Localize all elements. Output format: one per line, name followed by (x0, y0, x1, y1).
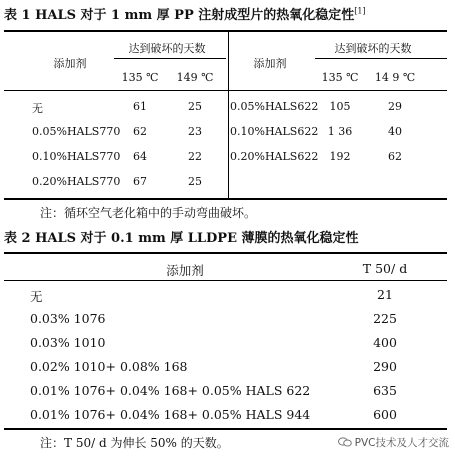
table1-left-row-4-149: 25 (188, 175, 202, 188)
table1-note: 注：循环空气老化箱中的手动弯曲破坏。 (40, 206, 257, 220)
wechat-icon (338, 437, 352, 447)
table1-bottom-rule (4, 198, 447, 200)
table2-header-days: T 50/ d (362, 261, 408, 276)
table2-row-3-days: 400 (373, 335, 397, 350)
table1-left-row-2-additive: 0.05%HALS770 (32, 125, 121, 138)
table1-left-row-4-135: 67 (133, 175, 147, 188)
table1-left-temp-135: 135 ℃ (121, 71, 159, 84)
watermark-text: PVC技术及人才交流 (354, 437, 449, 449)
table2-row-6-days: 600 (373, 407, 397, 422)
watermark (338, 435, 449, 450)
table2-row-5-additive: 0.01% 1076+ 0.04% 168+ 0.05% HALS 622 (30, 383, 311, 398)
table1-left-row-3-135: 64 (133, 150, 147, 163)
table2-row-1-additive: 无 (30, 289, 43, 304)
table1-right-row-1-149: 29 (388, 100, 402, 113)
table2-row-2-days: 225 (373, 311, 397, 326)
table1-header-rule (4, 90, 447, 91)
table1-right-subheader-rule (315, 58, 447, 59)
table1-left-row-4-additive: 0.20%HALS770 (32, 175, 121, 188)
table1-right-row-2-135: 1 36 (327, 125, 353, 138)
table2-row-4-additive: 0.02% 1010+ 0.08% 168 (30, 359, 188, 374)
table2-row-5-days: 635 (373, 383, 397, 398)
table1-left-row-3-additive: 0.10%HALS770 (32, 150, 121, 163)
table2-header-rule (4, 280, 447, 281)
table1-right-temp-135: 135 ℃ (321, 71, 359, 84)
table1-right-row-3-149: 62 (388, 150, 402, 163)
table1-title-text: 表 1 HALS 对于 1 mm 厚 PP 注射成型片的热氧化稳定性 (4, 8, 355, 23)
table2-row-1-days: 21 (377, 287, 393, 302)
table1-left-subheader-rule (114, 58, 226, 59)
table1-right-header-days: 达到破坏的天数 (334, 42, 412, 55)
table2-bottom-rule (4, 428, 447, 430)
table2-title: 表 2 HALS 对于 0.1 mm 厚 LLDPE 薄膜的热氧化稳定性 (4, 231, 359, 246)
table1-right-row-3-additive: 0.20%HALS622 (230, 150, 319, 163)
table1-right-temp-149: 14 9 ℃ (374, 71, 416, 84)
table2-row-3-additive: 0.03% 1010 (30, 335, 106, 350)
table2-row-6-additive: 0.01% 1076+ 0.04% 168+ 0.05% HALS 944 (30, 407, 311, 422)
table1-left-row-2-149: 23 (188, 125, 202, 138)
table1-left-row-3-149: 22 (188, 150, 202, 163)
table2-row-4-days: 290 (373, 359, 397, 374)
table2-top-rule (4, 252, 447, 254)
table1-right-row-2-additive: 0.10%HALS622 (230, 125, 319, 138)
table1-title (4, 4, 366, 23)
table1-reference: [1] (354, 6, 366, 16)
table1-left-row-1-135: 61 (133, 100, 147, 113)
table2-note: 注：T 50/ d 为伸长 50% 的天数。 (40, 436, 229, 450)
table1-left-row-2-135: 62 (133, 125, 147, 138)
table1-right-row-1-additive: 0.05%HALS622 (230, 100, 319, 113)
table1-right-row-3-135: 192 (329, 150, 351, 163)
table1-left-header-days: 达到破坏的天数 (128, 42, 206, 55)
table2-header-additive: 添加剂 (166, 263, 204, 278)
table1-right-row-1-135: 105 (329, 100, 351, 113)
table1-left-header-additive: 添加剂 (53, 57, 87, 70)
table1-left-temp-149: 149 ℃ (176, 71, 214, 84)
table1-left-row-1-149: 25 (188, 100, 202, 113)
table1-left-row-1-additive: 无 (32, 102, 43, 115)
table2-row-2-additive: 0.03% 1076 (30, 311, 106, 326)
table1-center-divider (228, 31, 229, 199)
table1-right-header-additive: 添加剂 (253, 57, 287, 70)
table1-top-rule (4, 30, 447, 32)
table1-right-row-2-149: 40 (388, 125, 402, 138)
